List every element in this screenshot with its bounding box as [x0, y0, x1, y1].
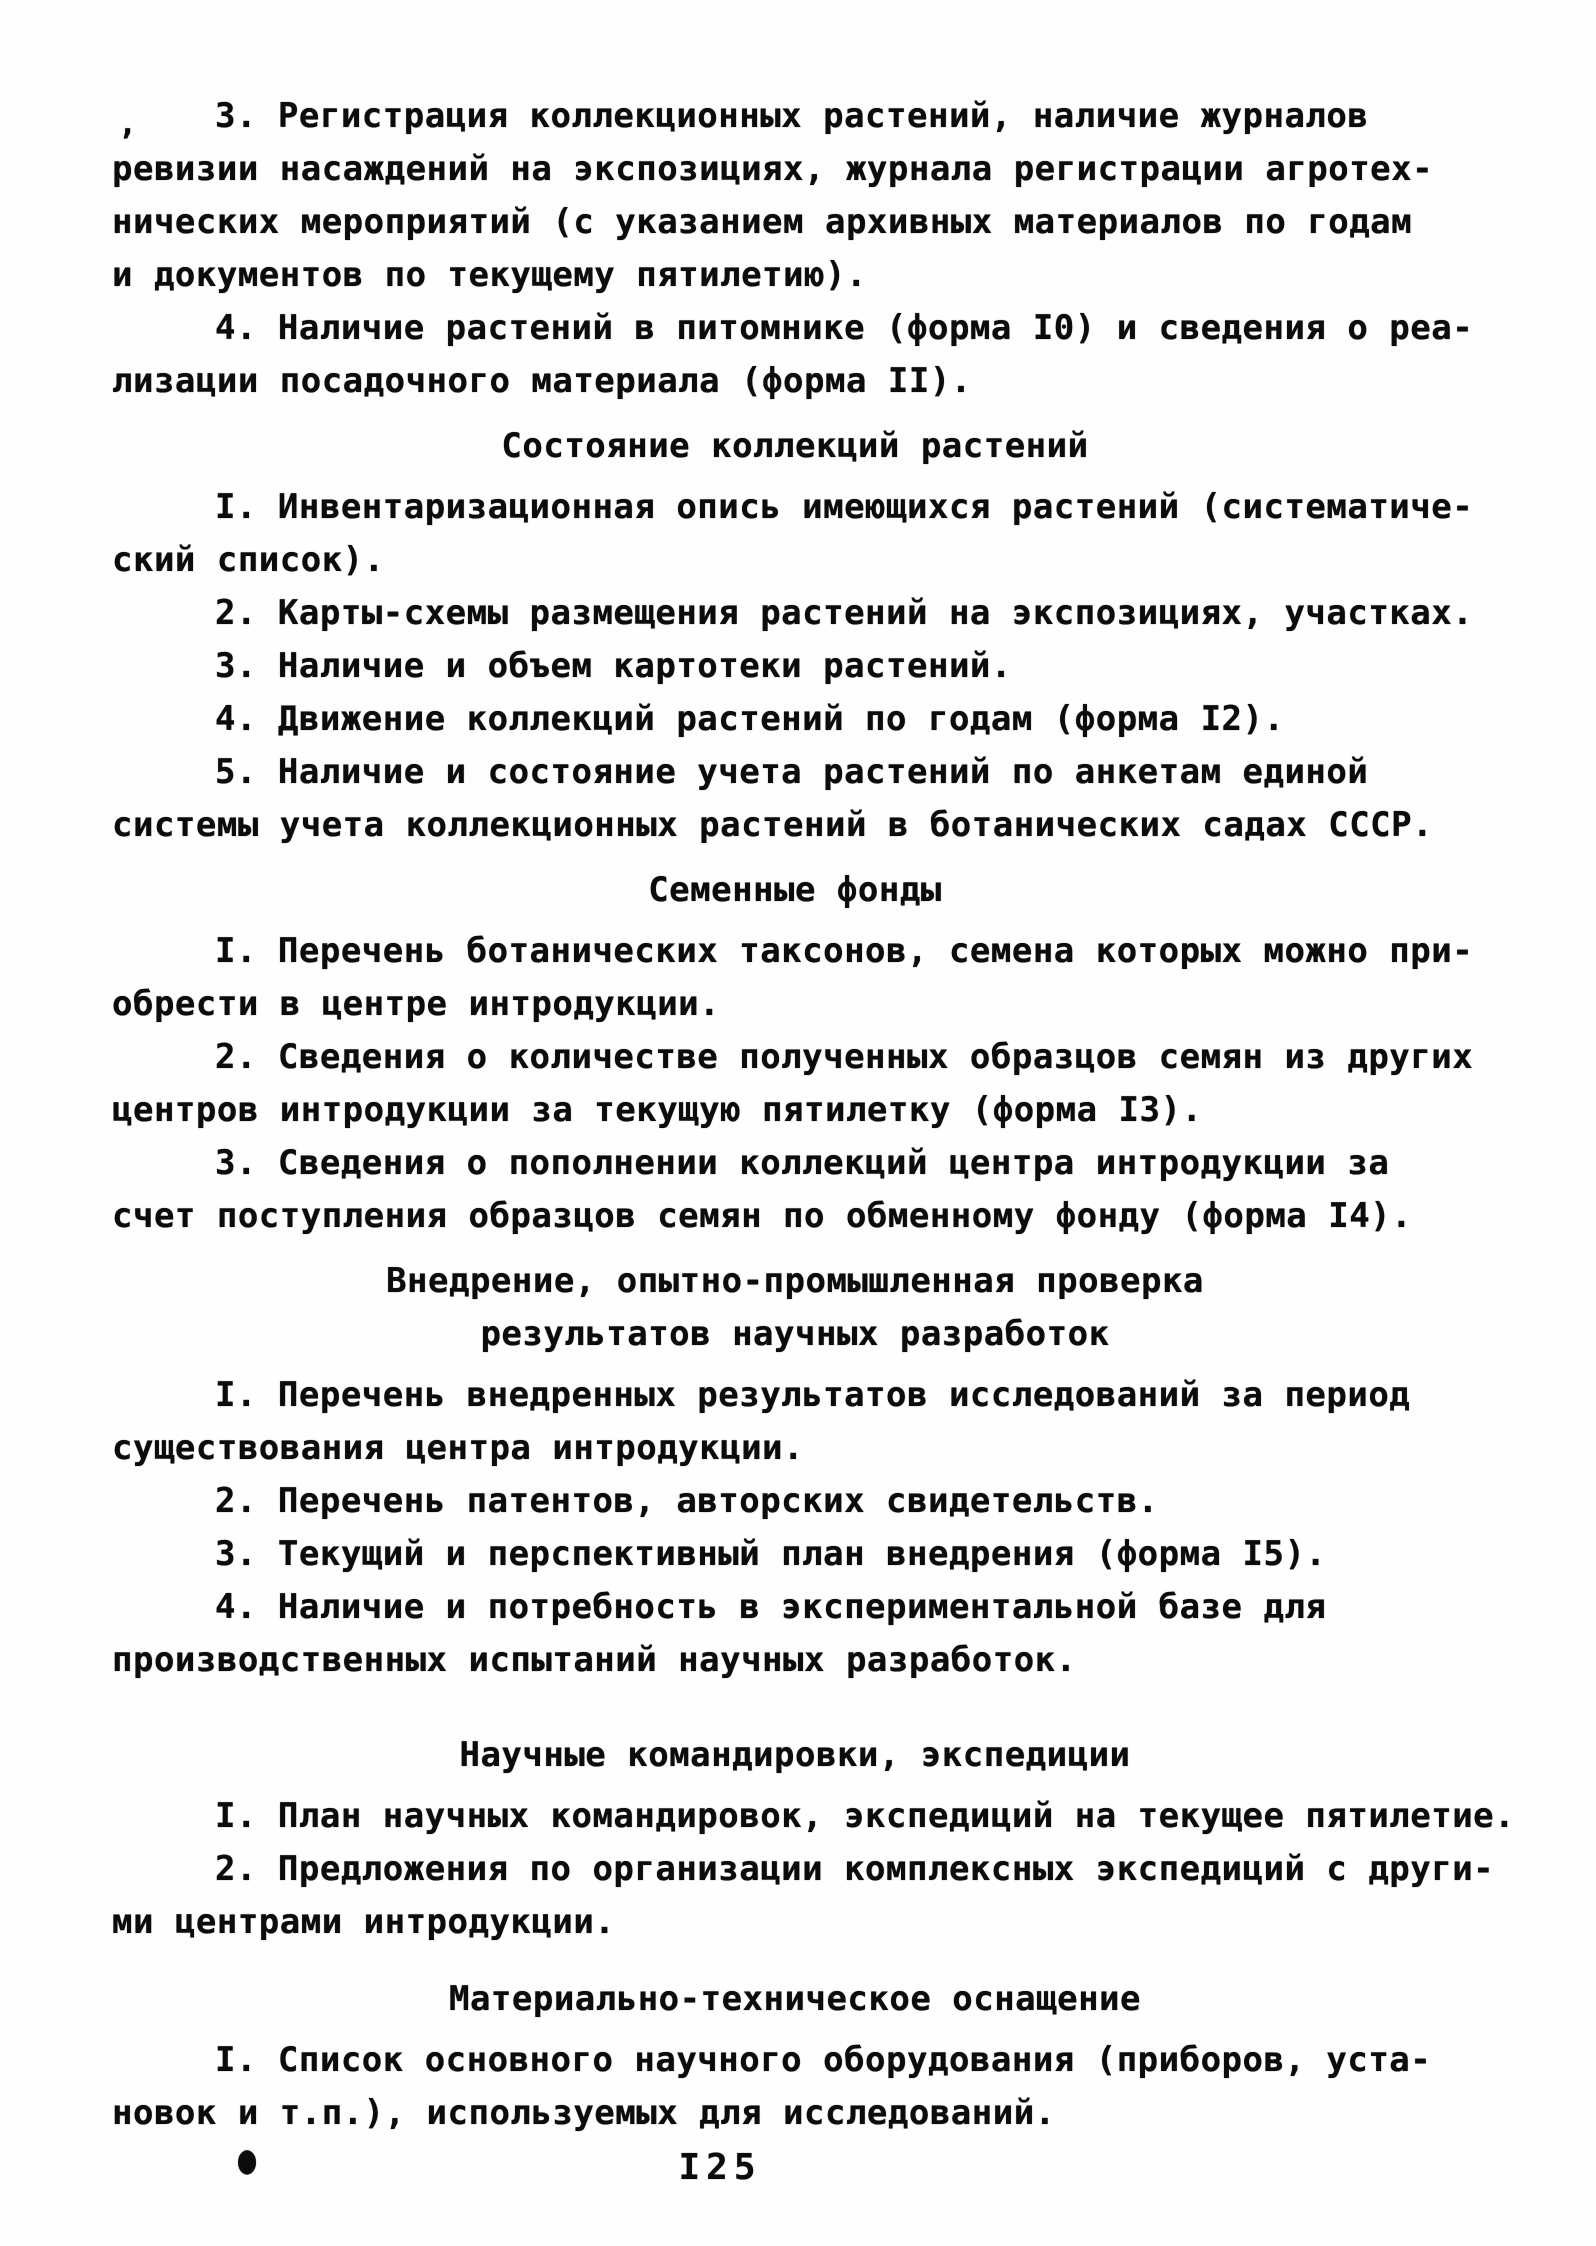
paragraph: [112, 1843, 1495, 1949]
paragraph-line: обрести в центре интродукции.: [112, 984, 721, 1024]
paragraph-line: и документов по текущему пятилетию).: [112, 255, 867, 295]
paragraph: [112, 1581, 1478, 1687]
section-heading: [112, 420, 1478, 473]
document-body: [112, 90, 1516, 2140]
bullet-mark: ●: [238, 2136, 257, 2184]
paragraph-line: ми центрами интродукции.: [112, 1902, 616, 1942]
page-number: I25: [678, 2147, 762, 2188]
paragraph: [112, 640, 1478, 693]
paragraph-line: 2. Перечень патентов, авторских свидетельств.: [215, 1481, 1159, 1521]
section-heading: [112, 864, 1478, 917]
paragraph-line: счет поступления образцов семян по обменному фонду (форма I4).: [112, 1196, 1413, 1236]
paragraph-line: 4. Наличие растений в питомнике (форма I0) и сведения о реа-: [215, 308, 1474, 348]
paragraph-line: производственных испытаний научных разработок.: [112, 1640, 1077, 1680]
paragraph-line: I. Перечень внедренных результатов исследований за период: [215, 1375, 1411, 1415]
paragraph: [112, 90, 1478, 302]
paragraph: [112, 1137, 1478, 1243]
paragraph: [112, 302, 1478, 408]
paragraph: [112, 1369, 1478, 1475]
paragraph: [112, 1031, 1478, 1137]
heading-line: Семенные фонды: [648, 870, 942, 910]
section-heading: [112, 1729, 1478, 1782]
heading-line: результатов научных разработок: [480, 1314, 1110, 1354]
paragraph-line: 3. Текущий и перспективный план внедрения (форма I5).: [215, 1534, 1327, 1574]
paragraph: [112, 2034, 1478, 2140]
paragraph-line: центров интродукции за текущую пятилетку (форма I3).: [112, 1090, 1203, 1130]
paragraph-line: ский список).: [112, 540, 385, 580]
paragraph: [112, 746, 1478, 852]
paragraph: [112, 693, 1478, 746]
paragraph-line: системы учета коллекционных растений в ботанических садах СССР.: [112, 805, 1434, 845]
paragraph-line: 2. Предложения по организации комплексных экспедиций с други-: [215, 1849, 1495, 1889]
paragraph-line: 5. Наличие и состояние учета растений по анкетам единой: [215, 752, 1369, 792]
paragraph-line: I. Список основного научного оборудования (приборов, уста-: [215, 2040, 1432, 2080]
paragraph-line: 3. Наличие и объем картотеки растений.: [215, 646, 1012, 686]
paragraph: [112, 925, 1478, 1031]
section-heading: [112, 1255, 1478, 1361]
paragraph-line: I. План научных командировок, экспедиций на текущее пятилетие.: [215, 1796, 1516, 1836]
paragraph-line: 4. Наличие и потребность в экспериментальной базе для: [215, 1587, 1327, 1627]
paragraph: [112, 1790, 1516, 1843]
stray-scan-mark: ,: [118, 104, 138, 142]
heading-line: Состояние коллекций растений: [501, 426, 1089, 466]
paragraph-line: новок и т.п.), используемых для исследований.: [112, 2093, 1056, 2133]
section-heading: [112, 1973, 1478, 2026]
paragraph-line: 3. Регистрация коллекционных растений, наличие журналов: [215, 96, 1369, 136]
heading-line: Внедрение, опытно-промышленная проверка: [386, 1261, 1204, 1301]
paragraph-line: нических мероприятий (с указанием архивных материалов по годам: [112, 202, 1413, 242]
paragraph-line: существования центра интродукции.: [112, 1428, 805, 1468]
paragraph-line: 2. Карты-схемы размещения растений на экспозициях, участках.: [215, 593, 1474, 633]
paragraph: [112, 481, 1478, 587]
paragraph-line: 4. Движение коллекций растений по годам (форма I2).: [215, 699, 1285, 739]
paragraph-line: ревизии насаждений на экспозициях, журнала регистрации агротех-: [112, 149, 1434, 189]
heading-line: Научные командировки, экспедиции: [459, 1735, 1131, 1775]
paragraph-line: I. Перечень ботанических таксонов, семена которых можно при-: [215, 931, 1474, 971]
paragraph: [112, 587, 1478, 640]
paragraph-line: 2. Сведения о количестве полученных образцов семян из других: [215, 1037, 1474, 1077]
heading-line: Материально-техническое оснащение: [448, 1979, 1141, 2019]
paragraph-line: лизации посадочного материала (форма II).: [112, 361, 972, 401]
paragraph-line: I. Инвентаризационная опись имеющихся растений (систематиче-: [215, 487, 1474, 527]
paragraph-line: 3. Сведения о пополнении коллекций центра интродукции за: [215, 1143, 1390, 1183]
paragraph: [112, 1528, 1478, 1581]
paragraph: [112, 1475, 1478, 1528]
